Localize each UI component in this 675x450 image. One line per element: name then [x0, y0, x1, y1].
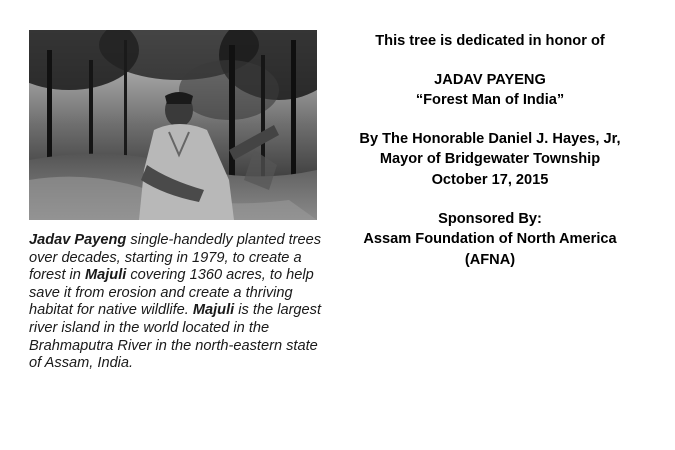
sponsor-name: Assam Foundation of North America: [363, 231, 617, 248]
by-line: By The Honorable Daniel J. Hayes, Jr,: [359, 130, 621, 147]
caption-place-2: Majuli: [192, 302, 235, 319]
dedication-block: [335, 31, 645, 270]
caption-place: Majuli: [84, 267, 127, 284]
sponsor-abbr: (AFNA): [464, 251, 516, 268]
forest-photo-icon: [29, 30, 317, 220]
caption-name: Jadav Payeng: [29, 232, 127, 248]
sponsored-heading: Sponsored By:: [438, 210, 542, 227]
caption-text-2: covering 1360 acres, to help save it from erosion and create a thriving habitat for native wildlife.: [29, 267, 314, 319]
dedication-date: October 17, 2015: [431, 171, 549, 188]
honoree-name: JADAV PAYENG: [434, 71, 546, 88]
caption-text-1: single-handedly planted trees over decades, starting in 1979, to create a forest in: [29, 232, 322, 284]
mayor-line: Mayor of Bridgewater Township: [379, 151, 601, 168]
dedication-heading: This tree is dedicated in honor of: [375, 33, 605, 49]
caption-text-3: is the largest river island in the world located in the Brahmaputra River in the north-eastern state of Assam, India.: [29, 302, 322, 372]
photo-jadav-payeng: [29, 30, 317, 220]
honoree-title: “Forest Man of India”: [415, 92, 565, 109]
caption-text: [29, 232, 329, 373]
